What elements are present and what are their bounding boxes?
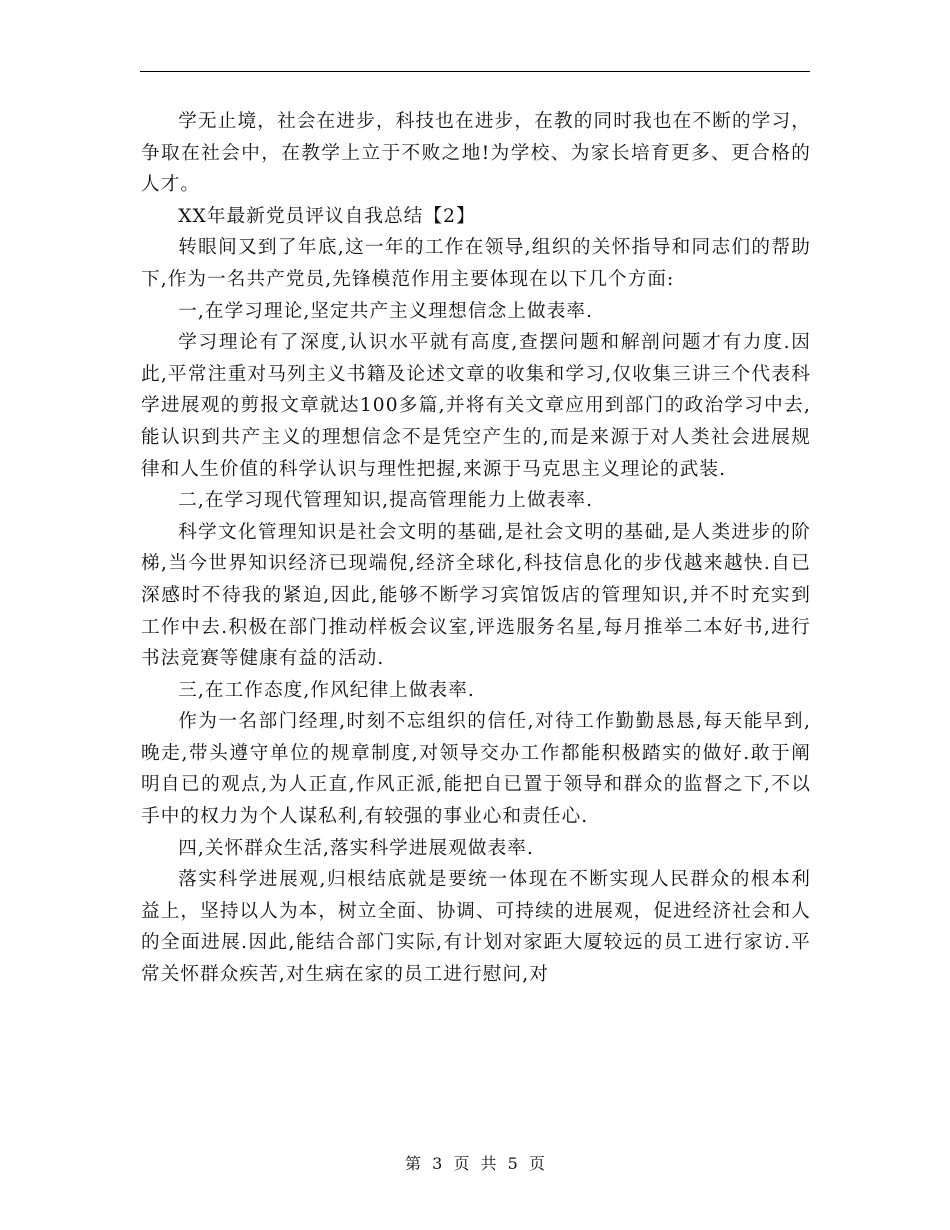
footer-total-word: 共 [480, 1154, 497, 1173]
paragraph: 作为一名部门经理,时刻不忘组织的信任,对待工作勤勤恳恳,每天能早到,晚走,带头遵守单位的规章制度,对领导交办工作都能积极踏实的做好.敢于阐明自已的观点,为人正直,作风正派,能把自已置于领导和群众的监督之下,不以手中的权力为个人谋私利,有较强的事业心和责任心. [141, 711, 811, 828]
footer-suffix: 页 [528, 1154, 545, 1173]
paragraph: 学习理论有了深度,认识水平就有高度,查摆问题和解剖问题才有力度.因此,平常注重对马列主义书籍及论述文章的收集和学习,仅收集三讲三个代表科学进展观的剪报文章就达100多篇,并将有关文章应用到部门的政治学习中去,能认识到共产主义的理想信念不是凭空产生的,而是来源于对人类社会进展规律和人生价值的科学认识与理性把握,来源于马克思主义理论的武装. [141, 332, 811, 480]
paragraph: 科学文化管理知识是社会文明的基础,是社会文明的基础,是人类进步的阶梯,当今世界知识经济已现端倪,经济全球化,科技信息化的步伐越来越快.自已深感时不待我的紧迫,因此,能够不断学习宾馆饭店的管理知识,并不时充实到工作中去.积极在部门推动样板会议室,评选服务名星,每月推举二本好书,进行书法竞赛等健康有益的活动. [141, 521, 811, 670]
footer-page-word: 页 [453, 1154, 470, 1173]
footer-prefix: 第 [405, 1154, 422, 1173]
page-footer [0, 1152, 950, 1176]
subheading: 二,在学习现代管理知识,提高管理能力上做表率. [178, 490, 594, 512]
subheading: 一,在学习理论,坚定共产主义理想信念上做表率. [178, 300, 594, 322]
document-body [141, 106, 811, 991]
header-rule [140, 71, 810, 72]
subheading: 三,在工作态度,作风纪律上做表率. [178, 679, 475, 701]
total-pages: 5 [507, 1154, 518, 1173]
paragraph: 转眼间又到了年底,这一年的工作在领导,组织的关怀指导和同志们的帮助下,作为一名共产党员,先锋模范作用主要体现在以下几个方面: [141, 237, 811, 290]
section-heading: XX年最新党员评议自我总结【2】 [178, 205, 476, 227]
paragraph: 学无止境，社会在进步，科技也在进步，在教的同时我也在不断的学习，争取在社会中，在教学上立于不败之地!为学校、为家长培育更多、更合格的人才。 [141, 111, 811, 196]
paragraph: 落实科学进展观,归根结底就是要统一体现在不断实现人民群众的根本利益上，坚持以人为本，树立全面、协调、可持续的进展观，促进经济社会和人的全面进展.因此,能结合部门实际,有计划对家距大厦较远的员工进行家访.平常关怀群众疾苦,对生病在家的员工进行慰问,对 [141, 869, 811, 986]
subheading: 四,关怀群众生活,落实科学进展观做表率. [178, 837, 535, 859]
page-number: 3 [432, 1154, 443, 1173]
